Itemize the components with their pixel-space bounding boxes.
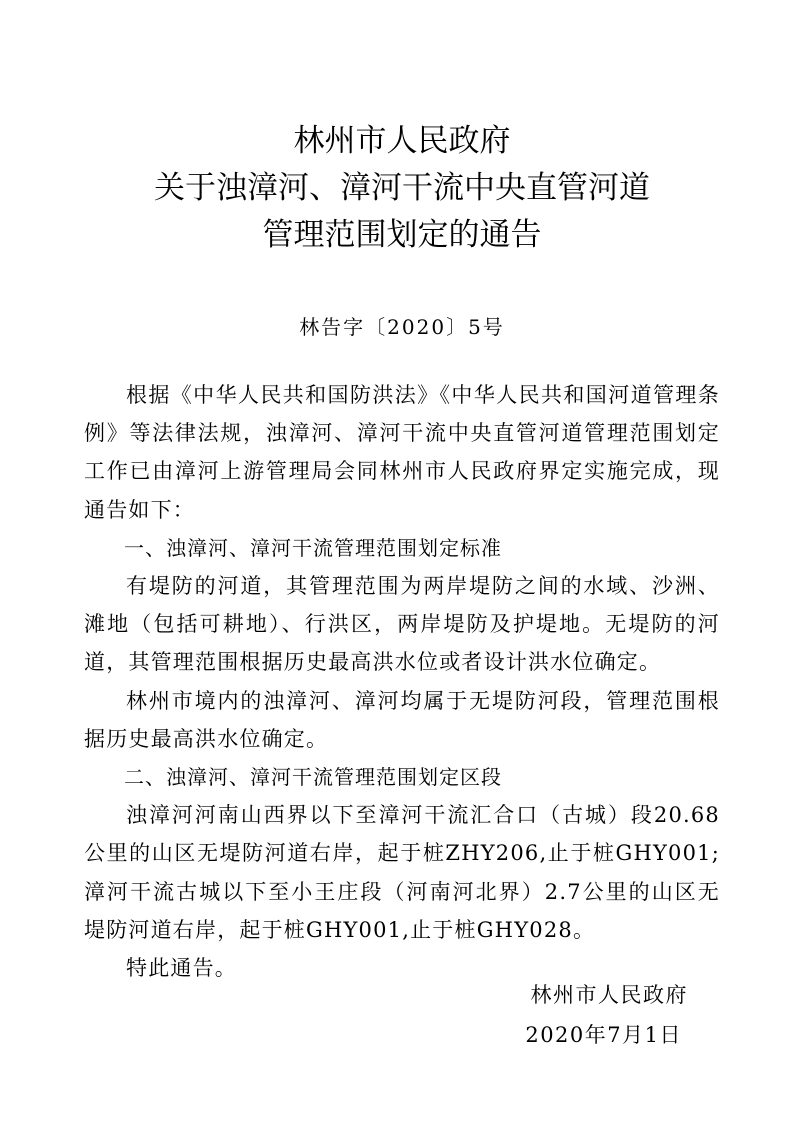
title-line-1: 林州市人民政府 <box>293 123 511 159</box>
section-heading-1: 一、浊漳河、漳河干流管理范围划定标准 <box>124 535 502 560</box>
paragraph-intro: 根据《中华人民共和国防洪法》《中华人民共和国河道管理条例》等法律法规，浊漳河、漳河干流中央直管河道管理范围划定工作已由漳河上游管理局会同林州市人民政府界定实施完成，现通告如下： <box>84 383 720 522</box>
paragraph-standard-2: 林州市境内的浊漳河、漳河均属于无堤防河段，管理范围根据历史最高洪水位确定。 <box>84 688 720 751</box>
signature-date: 2020年7月1日 <box>525 1023 682 1047</box>
signature-organization: 林州市人民政府 <box>530 983 688 1007</box>
paragraph-standard-1: 有堤防的河道，其管理范围为两岸堤防之间的水域、沙洲、滩地（包括可耕地）、行洪区，两岸堤防及护堤地。无堤防的河道，其管理范围根据历史最高洪水位或者设计洪水位确定。 <box>84 574 720 675</box>
paragraph-sections: 浊漳河河南山西界以下至漳河干流汇合口（古城）段20.68公里的山区无堤防河道右岸，起于桩ZHY206,止于桩GHY001;漳河干流古城以下至小王庄段（河南河北界）2.7公里的山区无堤防河道右岸，起于桩GHY001,止于桩GHY028。 <box>84 803 720 942</box>
signature-block <box>84 975 720 1055</box>
document-number: 林告字〔2020〕5号 <box>299 315 505 339</box>
document-body <box>84 376 720 987</box>
section-heading-2: 二、浊漳河、漳河干流管理范围划定区段 <box>124 765 502 790</box>
document-title <box>84 118 720 259</box>
notice-document <box>84 0 720 1132</box>
paragraph-closing: 特此通告。 <box>126 956 237 981</box>
title-line-2: 关于浊漳河、漳河干流中央直管河道 <box>154 170 650 206</box>
title-line-3: 管理范围划定的通告 <box>262 217 542 253</box>
